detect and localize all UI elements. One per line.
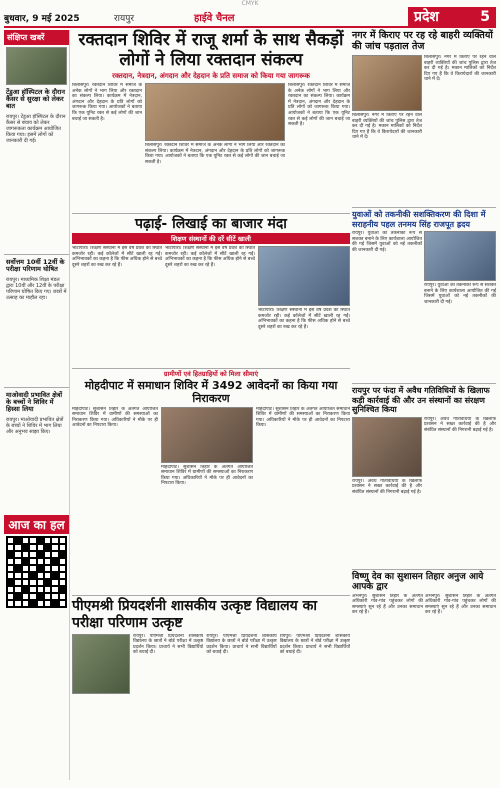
story-2-photo	[258, 246, 350, 306]
lead-story-text: बिलासपुर। रक्तदान शिविर में समाज के अनेक लोगों ने भाग लिया और रक्तदान का संकल्प लिया। कार्यक्रम में नेत्रदान, अंगदान और देहदान के प्रति लोगों को जागरूक किया गया। आयोजकों ने बताया कि एक यूनिट रक्त से कई लोगों की जान बचाई जा सकती है।	[72, 83, 142, 122]
divider	[72, 213, 350, 214]
sidebar	[4, 30, 70, 780]
story-3-text-3: मोहदीपाट। सुशासन तिहार के अंतर्गत आयोजित समाधान शिविर में ग्रामीणों की समस्याओं का निराकरण किया गया। अधिकारियों ने मौके पर ही आवेदनों का निपटारा किया।	[256, 406, 350, 429]
right-story-3-text-2: रायपुर। अवैध गतिविधियों के खिलाफ प्रशासन ने सख्त कार्रवाई की है और संबंधित संस्थानों की निगरानी बढ़ाई गई है।	[424, 416, 496, 433]
right-story-2-text: रायपुर। युवाओं को तकनीकी रूप से सशक्त बनाने के लिए कार्यशाला आयोजित की गई जिसमें युवाओं को नई तकनीकों की जानकारी दी गई।	[352, 231, 422, 253]
lead-story-text-2: बिलासपुर। रक्तदान शिविर में समाज के अनेक लोगों ने भाग लिया और रक्तदान का संकल्प लिया। कार्यक्रम में नेत्रदान, अंगदान और देहदान के प्रति लोगों को जागरूक किया गया। आयोजकों ने बताया कि एक यूनिट रक्त से कई लोगों की जान बचाई जा सकती है।	[145, 143, 285, 165]
divider	[352, 207, 496, 208]
brief-1-text: रायपुर। टेंडुआ हॉस्पिटल के दौरान कैंसर से बचाव को लेकर जागरूकता कार्यक्रम आयोजित किया गया। इसमें लोगों को जानकारी दी गई।	[6, 114, 66, 144]
lead-photo	[145, 83, 285, 141]
right-story-1	[352, 55, 496, 205]
story-2-text-2: भाटापारा। शिक्षण संस्थानों में इस वर्ष प्रवेश की स्थिति कमजोर रही। कई कॉलेजों में सीटें खाली रह गईं। अभिभावकों का कहना है कि फीस अधिक होने से बच्चे दूसरे शहरों का रुख कर रहे हैं।	[165, 246, 255, 268]
divider	[72, 368, 350, 369]
right-story-3-photo	[352, 417, 422, 477]
right-story-4-text-2: अभनपुर। सुशासन तिहार के अंतर्गत अधिकारी गांव-गांव पहुंचकर लोगों की समस्याएं सुन रहे हैं और उनका समाधान कर रहे हैं।	[425, 593, 496, 616]
brief-2-text: रायपुर। माध्यमिक शिक्षा मंडल द्वारा 10वीं और 12वीं के परीक्षा परिणाम घोषित किए गए। छात्रों में उत्साह का माहौल रहा।	[6, 277, 67, 301]
right-story-4-headline: विष्णु देव का सुशासन तिहार अनुज आये आपके द्वार	[352, 571, 484, 592]
right-story-2-photo	[424, 231, 496, 281]
lead-story-text-3: बिलासपुर। रक्तदान शिविर में समाज के अनेक लोगों ने भाग लिया और रक्तदान का संकल्प लिया। कार्यक्रम में नेत्रदान, अंगदान और देहदान के प्रति लोगों को जागरूक किया गया। आयोजकों ने बताया कि एक यूनिट रक्त से कई लोगों की जान बचाई जा सकती है।	[288, 83, 350, 128]
right-story-3	[352, 417, 496, 567]
right-story-2-text-2: रायपुर। युवाओं को तकनीकी रूप से सशक्त बनाने के लिए कार्यशाला आयोजित की गई जिसमें युवाओं को नई तकनीकों की जानकारी दी गई।	[424, 283, 496, 305]
divider	[4, 387, 69, 388]
right-story-3-text: रायपुर। अवैध गतिविधियों के खिलाफ प्रशासन ने सख्त कार्रवाई की है और संबंधित संस्थानों की निगरानी बढ़ाई गई है।	[352, 478, 422, 495]
story-4-text: रायपुर। पीएमश्री प्रियदर्शनी शासकीय विद्यालय के छात्रों ने बोर्ड परीक्षा में उत्कृष्ट प्रदर्शन किया। प्राचार्य ने सभी विद्यार्थियों को बधाई दी।	[133, 633, 204, 656]
brief-2-title: सर्वोत्तम 10वीं 12वीं के परीक्षा परिणाम घोषित	[6, 258, 65, 273]
masthead	[4, 8, 496, 28]
divider	[352, 383, 496, 384]
story-3-text: मोहदीपाट। सुशासन तिहार के अंतर्गत आयोजित समाधान शिविर में ग्रामीणों की समस्याओं का निराकरण किया गया। अधिकारियों ने मौके पर ही आवेदनों का निपटारा किया।	[72, 406, 158, 429]
right-column	[352, 30, 496, 780]
lead-headline: रक्तदान शिविर में राजू शर्मा के साथ सैकड़ों लोगों ने लिया रक्तदान संकल्प	[78, 30, 344, 70]
story-4	[72, 634, 350, 744]
story-4-photo	[72, 634, 130, 694]
sidebar-title: संक्षिप्त खबरें	[4, 30, 69, 45]
brief-1-title: टेंडुआ हॉस्पिटल के दौरान कैंसर से सुरक्षा को लेकर बात	[6, 88, 65, 110]
story-3-text-2: मोहदीपाट। सुशासन तिहार के अंतर्गत आयोजित समाधान शिविर में ग्रामीणों की समस्याओं का निराकरण किया गया। अधिकारियों ने मौके पर ही आवेदनों का निपटारा किया।	[161, 464, 253, 487]
right-story-1-photo	[352, 55, 422, 111]
paper-name: हाईवे चैनल	[194, 13, 235, 24]
brief-3-text: रायपुर। माओवादी प्रभावित क्षेत्रों के बच्चों ने शिविर में भाग लिया और अनुभव साझा किए।	[6, 417, 64, 435]
right-story-3-headline: रायपुर पर फंदा में अवैध गतिविधियों के खिलाफ कड़ी कार्रवाई की और उन संस्थानों का संरक्षण सुनिश्चित किया	[352, 386, 490, 414]
cmyk-marker: CMYK	[241, 0, 259, 7]
story-2	[72, 246, 350, 366]
story-2-text-3: भाटापारा। शिक्षण संस्थानों में इस वर्ष प्रवेश की स्थिति कमजोर रही। कई कॉलेजों में सीटें खाली रह गईं। अभिभावकों का कहना है कि फीस अधिक होने से बच्चे दूसरे शहरों का रुख कर रहे हैं।	[258, 308, 350, 330]
right-story-1-text: बिलासपुर। नगर में किराए पर रहने वाले बाहरी व्यक्तियों की जांच पुलिस द्वारा तेज कर दी गई है। मकान मालिकों को निर्देश दिए गए हैं कि वे किरायेदारों की जानकारी थाने में दें।	[352, 113, 422, 141]
right-story-4	[352, 594, 496, 734]
story-2-headline: पढ़ाई- लिखाई का बाजार मंदा	[135, 216, 287, 232]
story-3-kicker: ग्रामीणों एवं हितग्राहियों को मिला सीमाएं	[163, 370, 259, 378]
story-3-headline: मोहदीपाट में समाधान शिविर में 3492 आवेदनों का किया गया निराकरण	[84, 378, 338, 405]
story-4-text-3: रायपुर। पीएमश्री प्रियदर्शनी शासकीय विद्यालय के छात्रों ने बोर्ड परीक्षा में उत्कृष्ट प्रदर्शन किया। प्राचार्य ने सभी विद्यार्थियों को बधाई दी।	[279, 633, 350, 656]
crossword-grid	[6, 536, 67, 608]
right-story-1-text-2: बिलासपुर। नगर में किराए पर रहने वाले बाहरी व्यक्तियों की जांच पुलिस द्वारा तेज कर दी गई है। मकान मालिकों को निर्देश दिए गए हैं कि वे किरायेदारों की जानकारी थाने में दें।	[424, 55, 496, 83]
story-2-text: भाटापारा। शिक्षण संस्थानों में इस वर्ष प्रवेश की स्थिति कमजोर रही। कई कॉलेजों में सीटें खाली रह गईं। अभिभावकों का कहना है कि फीस अधिक होने से बच्चे दूसरे शहरों का रुख कर रहे हैं।	[72, 246, 162, 268]
story-4-text-2: रायपुर। पीएमश्री प्रियदर्शनी शासकीय विद्यालय के छात्रों ने बोर्ड परीक्षा में उत्कृष्ट प्रदर्शन किया। प्राचार्य ने सभी विद्यार्थियों को बधाई दी।	[206, 633, 277, 656]
story-2-strap: शिक्षण संस्थानों की दरें सीटें खाली	[72, 233, 350, 244]
story-4-headline: पीएमश्री प्रियदर्शनी शासकीय उत्कृष्ट विद्यालय का परीक्षा परिणाम उत्कृष्ट	[72, 597, 317, 631]
puzzle-title: आज का हल	[4, 515, 69, 534]
issue-date: बुधवार, 9 मई 2025	[4, 13, 80, 24]
story-3	[72, 407, 350, 593]
right-story-1-headline: नगर में किराए पर रह रहे बाहरी व्यक्तियों की जांच पड़ताल तेज	[352, 30, 493, 52]
right-story-4-text: अभनपुर। सुशासन तिहार के अंतर्गत अधिकारी गांव-गांव पहुंचकर लोगों की समस्याएं सुन रहे हैं और उनका समाधान कर रहे हैं।	[352, 593, 423, 616]
brief-3-title: माओवादी प्रभावित क्षेत्रों के बच्चों ने शिविर में हिस्सा लिया	[6, 391, 63, 413]
divider	[352, 569, 496, 570]
city-name: रायपुर	[114, 13, 135, 24]
lead-subheadline: रक्तदान, नेत्रदान, अंगदान और देहदान के प्रति समाज को किया गया जागरूक	[112, 72, 310, 80]
main-column	[72, 30, 350, 780]
divider	[4, 254, 69, 255]
story-3-photo	[161, 407, 253, 463]
right-story-2-headline: युवाओं को तकनीकी सशक्तिकरण की दिशा में सराहनीय पहल तनमय सिंह राजपूत ह्रदय	[352, 210, 486, 229]
lead-story	[72, 83, 350, 211]
section-name: प्रदेश	[414, 9, 439, 25]
divider	[72, 595, 350, 596]
page-number: 5	[480, 9, 490, 25]
section-badge	[408, 7, 496, 27]
right-story-2	[352, 231, 496, 381]
brief-photo	[6, 47, 67, 85]
